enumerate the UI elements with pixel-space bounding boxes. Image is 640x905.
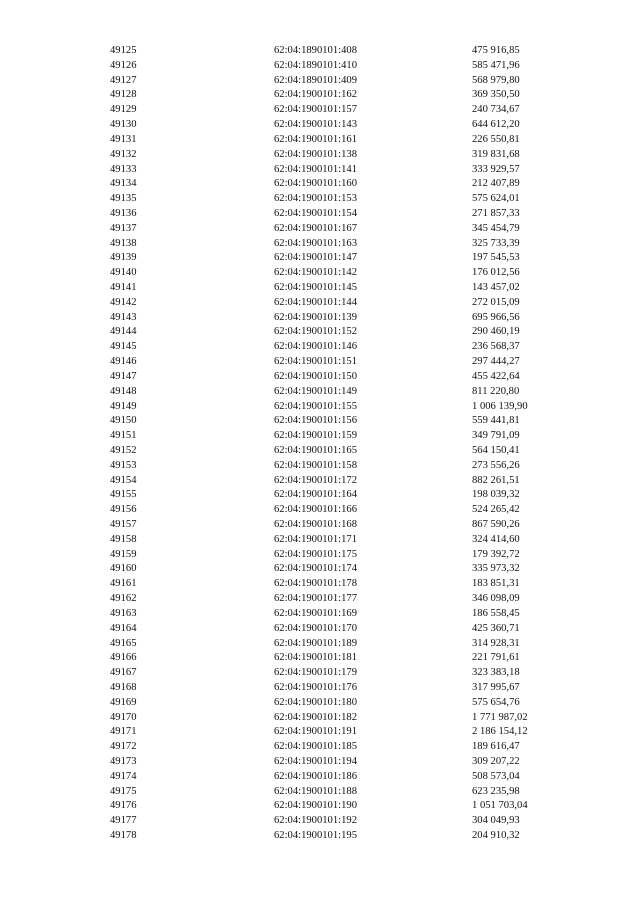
value-cell: 524 265,42 [472, 504, 520, 516]
cadastral-number-cell: 62:04:1900101:167 [274, 222, 357, 234]
value-cell: 346 098,09 [472, 593, 520, 605]
cadastral-number-cell: 62:04:1900101:147 [274, 252, 357, 264]
table-row [0, 414, 640, 429]
value-cell: 143 457,02 [472, 282, 520, 293]
row-number-cell: 49147 [110, 370, 137, 382]
value-cell: 882 261,51 [472, 474, 520, 486]
cadastral-number-cell: 62:04:1900101:164 [274, 489, 357, 501]
row-number-cell: 49148 [110, 385, 137, 397]
row-number-cell: 49172 [110, 741, 137, 753]
value-cell: 186 558,45 [472, 607, 520, 619]
table-row [0, 281, 640, 296]
row-number-cell: 49129 [110, 104, 137, 116]
row-number-cell: 49157 [110, 519, 137, 530]
table-row [0, 829, 640, 844]
table-row [0, 59, 640, 74]
cadastral-number-cell: 62:04:1900101:172 [274, 474, 357, 486]
value-cell: 335 973,32 [472, 563, 520, 575]
table-row [0, 725, 640, 740]
cadastral-number-cell: 62:04:1900101:175 [274, 548, 357, 560]
value-cell: 324 414,60 [472, 533, 520, 545]
row-number-cell: 49142 [110, 296, 137, 308]
cadastral-number-cell: 62:04:1900101:156 [274, 415, 357, 427]
table-row [0, 503, 640, 518]
table-row [0, 696, 640, 711]
cadastral-number-cell: 62:04:1900101:149 [274, 385, 357, 397]
cadastral-number-cell: 62:04:1900101:188 [274, 785, 357, 797]
table-row [0, 681, 640, 696]
table-row [0, 518, 640, 533]
value-cell: 304 049,93 [472, 815, 520, 827]
row-number-cell: 49139 [110, 252, 137, 264]
value-cell: 189 616,47 [472, 741, 520, 753]
table-row [0, 548, 640, 563]
table-row [0, 459, 640, 474]
table-row [0, 770, 640, 785]
value-cell: 475 916,85 [472, 45, 520, 56]
table-row [0, 799, 640, 814]
cadastral-number-cell: 62:04:1900101:165 [274, 444, 357, 456]
data-table [0, 44, 640, 844]
cadastral-number-cell: 62:04:1900101:150 [274, 370, 357, 382]
row-number-cell: 49162 [110, 593, 137, 605]
table-row [0, 325, 640, 340]
row-number-cell: 49138 [110, 237, 137, 249]
row-number-cell: 49176 [110, 800, 137, 812]
cadastral-number-cell: 62:04:1900101:139 [274, 311, 357, 323]
value-cell: 323 383,18 [472, 667, 520, 679]
table-row [0, 385, 640, 400]
value-cell: 345 454,79 [472, 222, 520, 234]
row-number-cell: 49145 [110, 341, 137, 353]
table-row [0, 488, 640, 503]
row-number-cell: 49169 [110, 696, 137, 708]
cadastral-number-cell: 62:04:1900101:144 [274, 296, 357, 308]
row-number-cell: 49174 [110, 770, 137, 782]
row-number-cell: 49130 [110, 119, 137, 131]
cadastral-number-cell: 62:04:1900101:192 [274, 815, 357, 827]
table-row [0, 666, 640, 681]
cadastral-number-cell: 62:04:1890101:410 [274, 59, 357, 71]
cadastral-number-cell: 62:04:1900101:180 [274, 696, 357, 708]
table-row [0, 74, 640, 89]
cadastral-number-cell: 62:04:1900101:181 [274, 652, 357, 664]
value-cell: 333 929,57 [472, 163, 520, 175]
row-number-cell: 49155 [110, 489, 137, 501]
row-number-cell: 49177 [110, 815, 137, 827]
cadastral-number-cell: 62:04:1900101:177 [274, 593, 357, 605]
table-row [0, 622, 640, 637]
table-row [0, 311, 640, 326]
value-cell: 508 573,04 [472, 770, 520, 782]
table-row [0, 103, 640, 118]
table-row [0, 177, 640, 192]
row-number-cell: 49134 [110, 178, 137, 190]
cadastral-number-cell: 62:04:1890101:408 [274, 45, 357, 56]
table-row [0, 400, 640, 415]
cadastral-number-cell: 62:04:1900101:141 [274, 163, 357, 175]
table-row [0, 266, 640, 281]
cadastral-number-cell: 62:04:1900101:145 [274, 282, 357, 293]
cadastral-number-cell: 62:04:1900101:161 [274, 133, 357, 145]
value-cell: 236 568,37 [472, 341, 520, 353]
table-row [0, 237, 640, 252]
row-number-cell: 49151 [110, 430, 137, 442]
row-number-cell: 49154 [110, 474, 137, 486]
value-cell: 369 350,50 [472, 89, 520, 101]
cadastral-number-cell: 62:04:1900101:194 [274, 756, 357, 767]
table-row [0, 88, 640, 103]
table-row [0, 222, 640, 237]
table-row [0, 148, 640, 163]
cadastral-number-cell: 62:04:1900101:186 [274, 770, 357, 782]
row-number-cell: 49125 [110, 45, 137, 56]
value-cell: 349 791,09 [472, 430, 520, 442]
value-cell: 197 545,53 [472, 252, 520, 264]
row-number-cell: 49132 [110, 148, 137, 160]
table-row [0, 163, 640, 178]
row-number-cell: 49144 [110, 326, 137, 338]
cadastral-number-cell: 62:04:1900101:157 [274, 104, 357, 116]
table-row [0, 755, 640, 770]
value-cell: 575 654,76 [472, 696, 520, 708]
cadastral-number-cell: 62:04:1900101:171 [274, 533, 357, 545]
value-cell: 695 966,56 [472, 311, 520, 323]
row-number-cell: 49160 [110, 563, 137, 575]
value-cell: 204 910,32 [472, 830, 520, 842]
cadastral-number-cell: 62:04:1900101:195 [274, 830, 357, 842]
row-number-cell: 49135 [110, 193, 137, 205]
value-cell: 1 006 139,90 [472, 400, 528, 412]
value-cell: 1 771 987,02 [472, 711, 528, 723]
cadastral-number-cell: 62:04:1900101:169 [274, 607, 357, 619]
value-cell: 559 441,81 [472, 415, 520, 427]
cadastral-number-cell: 62:04:1900101:163 [274, 237, 357, 249]
cadastral-number-cell: 62:04:1900101:178 [274, 578, 357, 590]
row-number-cell: 49167 [110, 667, 137, 679]
value-cell: 176 012,56 [472, 267, 520, 279]
row-number-cell: 49171 [110, 726, 137, 738]
row-number-cell: 49156 [110, 504, 137, 516]
row-number-cell: 49166 [110, 652, 137, 664]
cadastral-number-cell: 62:04:1900101:168 [274, 519, 357, 530]
table-row [0, 785, 640, 800]
row-number-cell: 49168 [110, 681, 137, 693]
table-row [0, 429, 640, 444]
value-cell: 183 851,31 [472, 578, 520, 590]
value-cell: 319 831,68 [472, 148, 520, 160]
value-cell: 425 360,71 [472, 622, 520, 634]
value-cell: 2 186 154,12 [472, 726, 528, 738]
cadastral-number-cell: 62:04:1900101:152 [274, 326, 357, 338]
value-cell: 272 015,09 [472, 296, 520, 308]
row-number-cell: 49136 [110, 207, 137, 219]
row-number-cell: 49127 [110, 74, 137, 86]
cadastral-number-cell: 62:04:1900101:155 [274, 400, 357, 412]
row-number-cell: 49126 [110, 59, 137, 71]
value-cell: 221 791,61 [472, 652, 520, 664]
cadastral-number-cell: 62:04:1900101:162 [274, 89, 357, 101]
value-cell: 575 624,01 [472, 193, 520, 205]
row-number-cell: 49165 [110, 637, 137, 649]
table-row [0, 192, 640, 207]
cadastral-number-cell: 62:04:1900101:170 [274, 622, 357, 634]
value-cell: 198 039,32 [472, 489, 520, 501]
table-row [0, 533, 640, 548]
cadastral-number-cell: 62:04:1900101:189 [274, 637, 357, 649]
table-row [0, 711, 640, 726]
value-cell: 226 550,81 [472, 133, 520, 145]
row-number-cell: 49158 [110, 533, 137, 545]
value-cell: 644 612,20 [472, 119, 520, 131]
value-cell: 297 444,27 [472, 356, 520, 368]
value-cell: 811 220,80 [472, 385, 520, 397]
table-row [0, 474, 640, 489]
table-row [0, 296, 640, 311]
row-number-cell: 49133 [110, 163, 137, 175]
table-row [0, 740, 640, 755]
cadastral-number-cell: 62:04:1900101:142 [274, 267, 357, 279]
row-number-cell: 49161 [110, 578, 137, 590]
cadastral-number-cell: 62:04:1900101:176 [274, 681, 357, 693]
table-row [0, 44, 640, 59]
value-cell: 212 407,89 [472, 178, 520, 190]
table-row [0, 340, 640, 355]
row-number-cell: 49143 [110, 311, 137, 323]
row-number-cell: 49140 [110, 267, 137, 279]
value-cell: 867 590,26 [472, 519, 520, 530]
row-number-cell: 49164 [110, 622, 137, 634]
value-cell: 273 556,26 [472, 459, 520, 471]
cadastral-number-cell: 62:04:1900101:146 [274, 341, 357, 353]
cadastral-number-cell: 62:04:1900101:138 [274, 148, 357, 160]
row-number-cell: 49128 [110, 89, 137, 101]
table-row [0, 592, 640, 607]
cadastral-number-cell: 62:04:1900101:153 [274, 193, 357, 205]
value-cell: 568 979,80 [472, 74, 520, 86]
row-number-cell: 49150 [110, 415, 137, 427]
row-number-cell: 49173 [110, 756, 137, 767]
table-row [0, 207, 640, 222]
table-row [0, 133, 640, 148]
value-cell: 564 150,41 [472, 444, 520, 456]
table-row [0, 562, 640, 577]
cadastral-number-cell: 62:04:1900101:174 [274, 563, 357, 575]
row-number-cell: 49149 [110, 400, 137, 412]
row-number-cell: 49153 [110, 459, 137, 471]
value-cell: 309 207,22 [472, 756, 520, 767]
cadastral-number-cell: 62:04:1900101:190 [274, 800, 357, 812]
row-number-cell: 49137 [110, 222, 137, 234]
table-row [0, 118, 640, 133]
value-cell: 240 734,67 [472, 104, 520, 116]
cadastral-number-cell: 62:04:1900101:159 [274, 430, 357, 442]
table-row [0, 651, 640, 666]
value-cell: 271 857,33 [472, 207, 520, 219]
table-row [0, 355, 640, 370]
cadastral-number-cell: 62:04:1890101:409 [274, 74, 357, 86]
row-number-cell: 49146 [110, 356, 137, 368]
cadastral-number-cell: 62:04:1900101:185 [274, 741, 357, 753]
cadastral-number-cell: 62:04:1900101:151 [274, 356, 357, 368]
row-number-cell: 49170 [110, 711, 137, 723]
value-cell: 317 995,67 [472, 681, 520, 693]
cadastral-number-cell: 62:04:1900101:154 [274, 207, 357, 219]
row-number-cell: 49163 [110, 607, 137, 619]
cadastral-number-cell: 62:04:1900101:143 [274, 119, 357, 131]
table-row [0, 814, 640, 829]
table-row [0, 607, 640, 622]
row-number-cell: 49141 [110, 282, 137, 293]
value-cell: 314 928,31 [472, 637, 520, 649]
row-number-cell: 49175 [110, 785, 137, 797]
row-number-cell: 49178 [110, 830, 137, 842]
cadastral-number-cell: 62:04:1900101:179 [274, 667, 357, 679]
table-row [0, 444, 640, 459]
table-row [0, 370, 640, 385]
cadastral-number-cell: 62:04:1900101:182 [274, 711, 357, 723]
cadastral-number-cell: 62:04:1900101:160 [274, 178, 357, 190]
cadastral-number-cell: 62:04:1900101:166 [274, 504, 357, 516]
table-row [0, 251, 640, 266]
cadastral-number-cell: 62:04:1900101:158 [274, 459, 357, 471]
value-cell: 623 235,98 [472, 785, 520, 797]
value-cell: 585 471,96 [472, 59, 520, 71]
cadastral-number-cell: 62:04:1900101:191 [274, 726, 357, 738]
value-cell: 290 460,19 [472, 326, 520, 338]
value-cell: 455 422,64 [472, 370, 520, 382]
value-cell: 179 392,72 [472, 548, 520, 560]
table-row [0, 637, 640, 652]
value-cell: 1 051 703,04 [472, 800, 528, 812]
row-number-cell: 49159 [110, 548, 137, 560]
value-cell: 325 733,39 [472, 237, 520, 249]
row-number-cell: 49131 [110, 133, 137, 145]
row-number-cell: 49152 [110, 444, 137, 456]
table-row [0, 577, 640, 592]
